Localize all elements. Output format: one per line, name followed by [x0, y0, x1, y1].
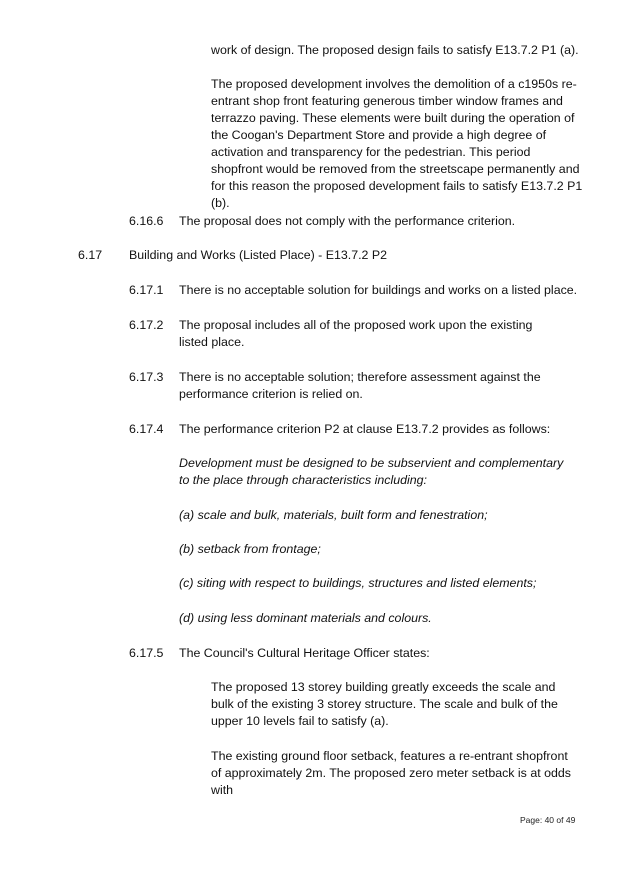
continuation-text: work of design. The proposed design fails to satisfy E13.7.2 P1 (a). — [211, 43, 579, 57]
section-heading-6-17: Building and Works (Listed Place) - E13.7.2 P2 — [129, 248, 388, 262]
officer-paragraph-1: The proposed 13 storey building greatly exceeds the scale and bulk of the existing 3 storey structure. The scale and bulk of the upper 10 levels fail to satisfy (a). — [211, 680, 558, 728]
item-text-6-17-5: The Council's Cultural Heritage Officer states: — [179, 646, 430, 660]
officer-paragraph-2: The existing ground floor setback, features a re-entrant shopfront of approximately 2m. The proposed zero meter setback is at odds with — [211, 749, 571, 797]
quote-item-b: (b) setback from frontage; — [179, 542, 321, 556]
section-number-6-17: 6.17 — [78, 248, 103, 262]
quote-item-d: (d) using less dominant materials and colours. — [179, 611, 432, 625]
item-text-6-17-3: There is no acceptable solution; therefore assessment against the performance criterion is relied on. — [179, 370, 541, 401]
item-number-6-17-4: 6.17.4 — [129, 422, 164, 436]
item-text-6-17-4: The performance criterion P2 at clause E13.7.2 provides as follows: — [179, 422, 551, 436]
item-text-6-17-1: There is no acceptable solution for buildings and works on a listed place. — [179, 283, 578, 297]
quote-item-c: (c) siting with respect to buildings, structures and listed elements; — [179, 576, 537, 590]
quote-intro: Development must be designed to be subservient and complementary to the place through characteristics including: — [179, 456, 564, 487]
item-text-6-16-6: The proposal does not comply with the performance criterion. — [179, 214, 516, 228]
item-number-6-17-5: 6.17.5 — [129, 646, 164, 660]
item-text-6-17-2: The proposal includes all of the proposed work upon the existing listed place. — [179, 318, 533, 349]
item-number-6-16-6: 6.16.6 — [129, 214, 164, 228]
item-number-6-17-3: 6.17.3 — [129, 370, 164, 384]
quote-item-a: (a) scale and bulk, materials, built form and fenestration; — [179, 508, 488, 522]
item-number-6-17-2: 6.17.2 — [129, 318, 164, 332]
page-number-footer: Page: 40 of 49 — [520, 815, 576, 825]
item-number-6-17-1: 6.17.1 — [129, 283, 164, 297]
shopfront-paragraph: The proposed development involves the demolition of a c1950s re-entrant shop front featuring generous timber window frames and terrazzo paving. These elements were built during the operation of the Coogan's Department Store and provide a high degree of activation and transparency for the pedestrian. This period shopfront would be removed from the streetscape permanently and for this reason the proposed development fails to satisfy E13.7.2 P1 (b). — [211, 77, 583, 210]
